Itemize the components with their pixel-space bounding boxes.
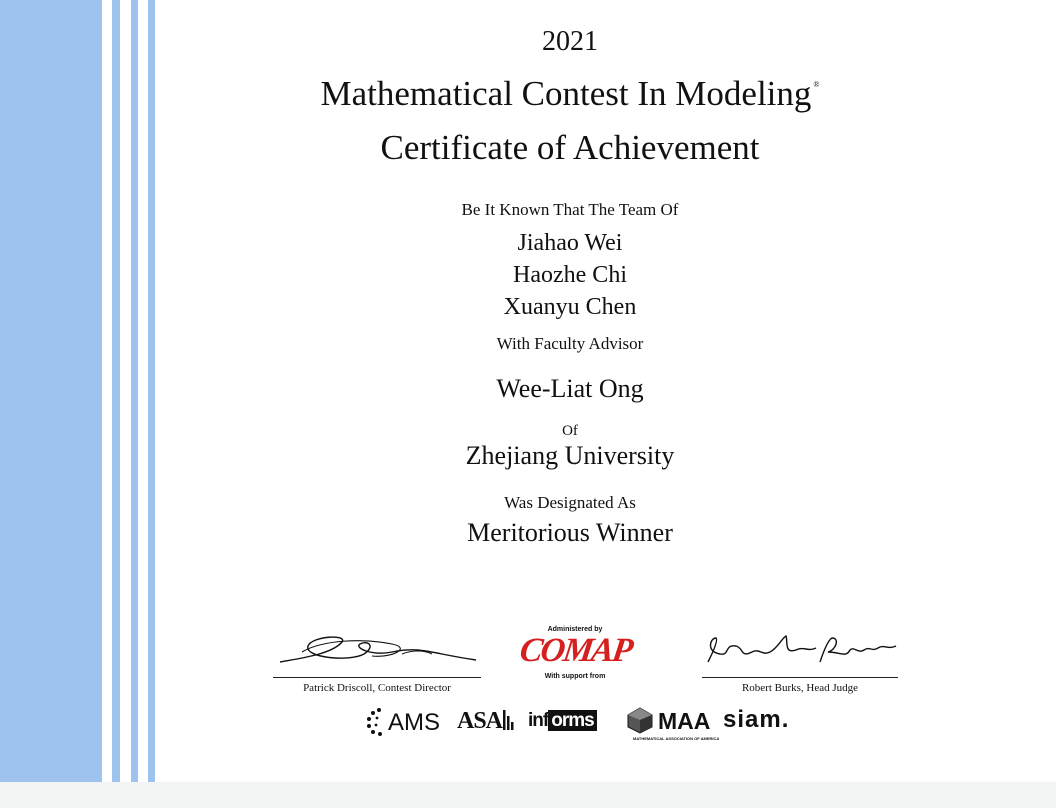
maa-text: MAA	[658, 708, 711, 734]
decorative-stripe-wide	[0, 0, 102, 782]
head-judge-caption: Robert Burks, Head Judge	[741, 682, 859, 694]
decorative-stripe	[112, 0, 120, 782]
head-judge-signature-block	[700, 632, 900, 694]
informs-box: orms	[548, 710, 596, 731]
decorative-stripe	[148, 0, 155, 782]
administered-by-label: Administered by	[547, 626, 603, 633]
designation-intro: Was Designated As	[504, 493, 636, 512]
siam-logo: siam.	[723, 706, 790, 733]
asa-text: ASA	[457, 708, 503, 734]
signature-line	[702, 677, 898, 678]
signature-line	[273, 677, 481, 678]
advisor-intro: With Faculty Advisor	[496, 334, 644, 353]
contest-director-signature	[272, 628, 482, 672]
award-title: Meritorious Winner	[467, 518, 673, 547]
support-label: With support from	[544, 673, 606, 680]
asa-logo	[457, 706, 514, 735]
contest-name	[160, 74, 980, 114]
maa-subtitle: MATHEMATICAL ASSOCIATION OF AMERICA	[633, 736, 720, 741]
maa-polyhedron-icon	[625, 706, 655, 734]
head-judge-signature	[700, 632, 900, 672]
certificate-year: 2021	[542, 26, 598, 57]
decorative-stripe	[131, 0, 138, 782]
informs-prefix: inf	[528, 710, 549, 731]
ams-text: AMS	[388, 709, 441, 736]
contest-director-caption: Patrick Driscoll, Contest Director	[303, 682, 451, 694]
ams-logo	[365, 706, 440, 737]
bottom-margin	[0, 782, 1056, 808]
contest-director-signature-block	[272, 628, 482, 694]
team-member: Jiahao Wei	[517, 230, 623, 256]
team-member: Xuanyu Chen	[503, 294, 637, 320]
maa-logo	[625, 706, 720, 741]
faculty-advisor: Wee-Liat Ong	[496, 374, 644, 403]
registered-mark: ®	[813, 80, 820, 89]
institution-name: Zhejiang University	[465, 441, 675, 470]
asa-bars-icon	[502, 706, 514, 732]
informs-logo	[528, 710, 597, 732]
ams-dots-icon	[365, 706, 387, 736]
comap-block	[517, 626, 634, 680]
team-member: Haozhe Chi	[513, 262, 627, 288]
certificate-title: Certificate of Achievement	[380, 128, 760, 167]
comap-logo: COMAP	[517, 632, 634, 669]
team-intro: Be It Known That The Team Of	[461, 200, 679, 219]
contest-name-text: Mathematical Contest In Modeling	[320, 74, 812, 113]
of-label: Of	[562, 423, 578, 439]
